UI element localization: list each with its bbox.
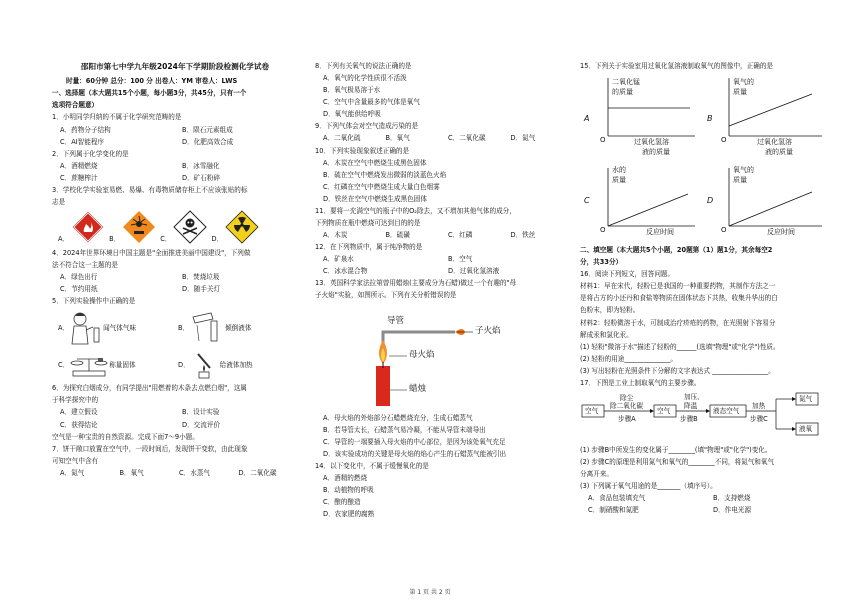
graph-c-ylabel-2: 质量 xyxy=(612,176,626,185)
left-column xyxy=(52,62,298,481)
graph-d-ylabel-2: 质量 xyxy=(733,176,747,185)
explosive-sign-icon xyxy=(122,210,156,244)
section2-heading: 二、填空题（本大题共5个小题，20题第（1）题1分，其余每空2 xyxy=(580,246,773,255)
q10-option-a: A．木炭在空气中燃烧生成黑色固体 xyxy=(323,158,427,167)
pouring-liquid-illustration xyxy=(189,311,225,345)
question-8: 8．下列有关氧气的说法正确的是 xyxy=(315,62,412,70)
q9-option-a: A．二氧化硫 xyxy=(323,134,361,143)
q14-option-a: A．酒精的燃烧 xyxy=(323,473,368,482)
heating-liquid-illustration xyxy=(190,350,220,380)
q12-option-a: A．矿泉水 xyxy=(323,255,354,264)
graph-c-axes xyxy=(580,164,705,240)
q10-option-d: D．铁丝在空气中燃烧生成黑色固体 xyxy=(323,194,427,203)
flow-step-b: 步骤B xyxy=(680,415,698,424)
radioactive-sign-icon xyxy=(225,210,259,244)
intro-7-9: 空气是一种宝贵的自然资源。完成下面7～9小题。 xyxy=(52,432,199,441)
q2-option-b: B．冰雪融化 xyxy=(182,161,220,170)
q4-option-a: A．绿色出行 xyxy=(60,273,98,282)
question-12: 12．在下列物质中，属于纯净物的是 xyxy=(315,243,423,252)
q3-option-b: B． xyxy=(109,235,121,244)
graph-a-ylabel: 二氧化锰 xyxy=(612,78,640,87)
q2-option-a: A．酒精燃烧 xyxy=(60,161,98,170)
graph-a-xlabel: 过氧化氢溶 xyxy=(634,138,669,147)
middle-column xyxy=(315,62,573,522)
material-2-cont: 解成汞和氯化汞。 xyxy=(580,330,633,339)
flow-heat: 加热 xyxy=(752,402,766,411)
question-9: 9．下列气体会对空气造成污染的是 xyxy=(315,122,419,131)
q10-option-c: C．红磷在空气中燃烧生成大量白色烟雾 xyxy=(323,182,440,191)
graph-b-ylabel: 氧气的 xyxy=(733,78,754,87)
smelling-gas-illustration xyxy=(69,310,103,346)
question-5: 5．下列实验操作中正确的是 xyxy=(52,297,136,306)
q6-option-c: C．获得结论 xyxy=(60,420,98,429)
graph-a-ylabel-2: 的质量 xyxy=(612,88,633,97)
question-3-cont: 志是 xyxy=(52,198,66,207)
q1-option-a: A．药物分子结构 xyxy=(60,125,111,134)
question-6-cont: 于科学探究中的 xyxy=(52,396,99,405)
q11-option-d: D．铁丝 xyxy=(510,231,536,240)
question-16: 16．阅读下列短文，回答问题。 xyxy=(580,270,675,279)
q5-option-d: D． xyxy=(178,360,190,369)
q5-option-b: B． xyxy=(178,323,190,332)
q1-option-c: C．AI智能程序 xyxy=(60,137,105,146)
page-footer: 第 1 页 共 2 页 xyxy=(409,589,451,596)
section1-heading: 一、选择题（本大题共15个小题，每小题3分，共45分，只有一个 xyxy=(52,89,247,98)
graph-c-xlabel: 反应时间 xyxy=(646,228,674,237)
q8-option-c: C．空气中含量最多的气体是氧气 xyxy=(323,98,420,107)
graph-d-origin: O xyxy=(721,226,727,235)
q4-option-b: B．焚烧垃圾 xyxy=(182,273,220,282)
q12-option-c: C．冰水混合物 xyxy=(323,267,368,276)
graph-c-letter: C xyxy=(584,196,590,206)
flow-remove-co2: 除二氧化碳 xyxy=(610,402,643,411)
exam-meta: 时量：60分钟 总分：100 分 出卷人：YM 审卷人：LWS xyxy=(66,77,238,86)
question-11: 11．要将一充满空气的瓶子中的O₂除去，又不增加其他气体的成分， xyxy=(315,206,516,215)
question-4: 4．2024年世界环境日中国主题是"全面推进美丽中国建设"，下列做 xyxy=(52,249,251,258)
flammable-sign-icon xyxy=(71,210,105,244)
q11-option-b: B．硫磺 xyxy=(385,231,410,240)
flow-air-1: 空气 xyxy=(585,407,599,416)
q17-option-c: C．制硝酸和氮肥 xyxy=(588,506,639,515)
toxic-sign-icon xyxy=(173,210,207,244)
flow-air-2: 空气 xyxy=(657,407,671,416)
q9-option-c: C．二氧化碳 xyxy=(448,134,486,143)
question-14: 14．以下变化中，不属于缓慢氧化的是 xyxy=(315,461,429,470)
graph-b-xlabel-2: 液的质量 xyxy=(765,148,793,157)
q7-option-b: B．氧气 xyxy=(119,468,144,477)
graph-a-origin: O xyxy=(600,136,606,145)
q6-option-d: D．交流评价 xyxy=(182,420,221,429)
material-1-cont: 是将占方的小还丹和食盐等物质在固体状态下共热，收集升华出的白 xyxy=(580,294,778,303)
q3-option-c: C． xyxy=(160,235,172,244)
q6-option-b: B．设计实验 xyxy=(182,408,220,417)
question-11-cont: 下列物质在瓶中燃烧可达到目的的是 xyxy=(315,219,421,228)
label-candle: 蜡烛 xyxy=(409,383,427,394)
section1-heading-cont: 选项符合题意） xyxy=(52,101,99,110)
q5-option-a: A． xyxy=(58,323,70,332)
graph-c-origin: O xyxy=(600,226,606,235)
section2-heading-cont: 分，共33分） xyxy=(580,258,623,267)
q6-option-a: A．建立假设 xyxy=(60,408,98,417)
q3-option-a: A． xyxy=(58,235,70,244)
q11-option-a: A．木炭 xyxy=(323,231,348,240)
q10-option-b: B．硫在空气中燃烧发出微弱的淡蓝色火焰 xyxy=(323,170,447,179)
q16-part-3: (3) 写出轻粉在光照条件下分解的文字表达式 _________________。 xyxy=(580,366,775,375)
material-1-cont2: 色粉末，即为轻粉。 xyxy=(580,306,640,315)
q15-graphs xyxy=(580,74,835,240)
q1-option-d: D．化肥高效合成 xyxy=(182,137,234,146)
q4-option-c: C．节约用纸 xyxy=(60,285,98,294)
question-10: 10．下列实验现象叙述正确的是 xyxy=(315,146,410,155)
q13-option-b: B．若导管太长，石蜡蒸气易冷凝，不能从导管末端导出 xyxy=(323,425,486,434)
q16-part-2: (2) 轻粉的用途______________。 xyxy=(580,354,678,363)
flow-nitrogen: 氮气 xyxy=(799,395,813,404)
oxygen-process-flowchart xyxy=(580,391,835,443)
q16-part-1: (1) 轻粉"微溶于水"描述了轻粉的______(选填"物理"或"化学")性质。 xyxy=(580,342,780,351)
flow-step-c: 步骤C xyxy=(750,415,768,424)
q13-option-a: A．母火焰的外焰部分石蜡燃烧充分，生成石蜡蒸气 xyxy=(323,413,473,422)
flow-step-a: 步骤A xyxy=(618,415,636,424)
question-3: 3．学校化学实验室易燃、易爆、有毒物质储存柜上不应该张贴的标 xyxy=(52,185,248,194)
q12-option-b: B．空气 xyxy=(448,255,473,264)
q4-option-d: D．随手关灯 xyxy=(182,285,221,294)
question-1: 1．小明同学归纳的不属于化学研究范畴的是 xyxy=(52,113,182,122)
flow-liquid-air: 液态空气 xyxy=(713,407,740,416)
q5-option-c: C． xyxy=(58,360,70,369)
graph-d-ylabel: 氧气的 xyxy=(733,166,754,175)
q17-option-a: A．食品包装填充气 xyxy=(588,494,646,503)
label-child-flame: 子火焰 xyxy=(475,325,501,336)
q17-part-3: (3) 下列属于氧气用途的是_______（填序号）。 xyxy=(580,482,717,491)
flow-cool: 降温 xyxy=(684,402,698,411)
question-7: 7．饼干敞口放置在空气中，一段时间后，发现饼干变软，由此现象 xyxy=(52,444,248,453)
material-1: 材料1：早在宋代，轻粉已是我国的一种重要药物，其制作方法之一 xyxy=(580,282,776,291)
q8-option-b: B．氧气极易溶于水 xyxy=(323,86,381,95)
q12-option-d: D．过氧化氢溶液 xyxy=(448,267,500,276)
q8-option-d: D．氧气能供给呼吸 xyxy=(323,110,381,119)
label-tube: 导管 xyxy=(387,315,405,326)
q5-option-b-text: 倾倒液体 xyxy=(225,323,252,332)
q5-option-c-text: 称量固体 xyxy=(109,360,136,369)
q8-option-a: A．氧气的化学性质很不活泼 xyxy=(323,74,407,83)
question-13: 13．英国科学家法拉第曾用蜡烛(主要成分为石蜡)做过一个有趣的"母 xyxy=(315,279,517,288)
q1-option-b: B．陨石元素组成 xyxy=(182,125,233,134)
q9-option-b: B．氧气 xyxy=(385,134,410,143)
question-17: 17．下图是工业上制取氧气的主要步骤。 xyxy=(580,378,701,387)
label-mother-flame: 母火焰 xyxy=(409,349,435,360)
q13-option-d: D．该实验成功的关键是母火焰的焰心产生的石蜡蒸气能被引出 xyxy=(323,449,507,458)
material-2: 材料2：轻粉微溶于水，可制成治疗疥疮的药物，在光照射下容易分 xyxy=(580,318,776,327)
q7-option-d: D．二氧化碳 xyxy=(238,468,277,477)
graph-b-letter: B xyxy=(707,114,713,124)
q7-option-c: C．水蒸气 xyxy=(179,468,210,477)
right-column xyxy=(580,62,835,518)
q14-option-c: C．酿的酿造 xyxy=(323,498,361,507)
graph-d xyxy=(707,164,832,240)
graph-b-xlabel: 过氧化氢溶 xyxy=(757,138,792,147)
graph-a-xlabel-2: 液的质量 xyxy=(642,148,670,157)
hazard-signs xyxy=(58,210,298,244)
q17-part-2-cont: 分离开来。 xyxy=(580,470,613,479)
q2-option-d: D．矿石粉碎 xyxy=(182,173,221,182)
q14-option-b: B．动植物的呼吸 xyxy=(323,486,374,495)
q2-option-c: C．蔗糖榨汁 xyxy=(60,173,98,182)
question-7-cont: 可知空气中含有 xyxy=(52,456,99,465)
flow-liquid-oxygen: 液氧 xyxy=(799,425,813,434)
question-4-cont: 法不符合这一主题的是 xyxy=(52,261,118,270)
q9-option-d: D．氮气 xyxy=(510,134,536,143)
graph-d-xlabel: 反应时间 xyxy=(767,228,795,237)
graph-a xyxy=(580,74,705,160)
q7-option-a: A．氮气 xyxy=(60,468,85,477)
q11-option-c: C．红磷 xyxy=(448,231,473,240)
graph-b xyxy=(707,74,832,160)
flow-remove-dust: 除尘 xyxy=(620,394,634,403)
q14-option-d: D．农家肥的腐熟 xyxy=(323,510,375,519)
question-13-cont: 子火焰"实验，如图所示。下列有关分析错误的是 xyxy=(315,291,457,300)
q17-option-d: D．作电光源 xyxy=(713,506,752,515)
candle-diagram-icon xyxy=(315,304,573,414)
balance-scale-illustration xyxy=(69,353,109,377)
exam-title: 邵阳市第七中学九年级2024年下学期阶段检测化学试卷 xyxy=(80,62,270,71)
q17-part-1: (1) 步骤B中所发生的变化属于________(填"物理"或"化学")变化。 xyxy=(580,446,772,455)
candle-flame-figure xyxy=(315,304,573,414)
question-2: 2．下列属于化学变化的是 xyxy=(52,149,129,158)
question-6: 6．为探究白烟成分，有同学提出"用燃着的木条去点燃白烟"，这属 xyxy=(52,384,247,393)
graph-c xyxy=(580,164,705,240)
flow-pressurize: 加压、 xyxy=(684,393,704,402)
graph-d-letter: D xyxy=(707,196,714,206)
question-15: 15．下列关于实验室用过氧化氢溶液制取氧气的图像中，正确的是 xyxy=(580,62,774,70)
graph-b-ylabel-2: 质量 xyxy=(733,88,747,97)
graph-b-origin: O xyxy=(721,136,727,145)
q17-option-b: B．支持燃烧 xyxy=(713,494,751,503)
graph-a-letter: A xyxy=(584,114,590,124)
q13-option-c: C．导管的一端要插入母火焰的中心部位，是因为该处氧气充足 xyxy=(323,437,506,446)
q3-option-d: D． xyxy=(211,235,224,244)
q17-part-2: (2) 步骤C的原理是利用氮气和氧气的________不同，将氮气和氧气 xyxy=(580,458,775,467)
q5-option-a-text: 闻气体气味 xyxy=(103,323,137,332)
q5-option-d-text: 给液体加热 xyxy=(219,360,253,369)
graph-c-ylabel: 水的 xyxy=(612,166,626,175)
